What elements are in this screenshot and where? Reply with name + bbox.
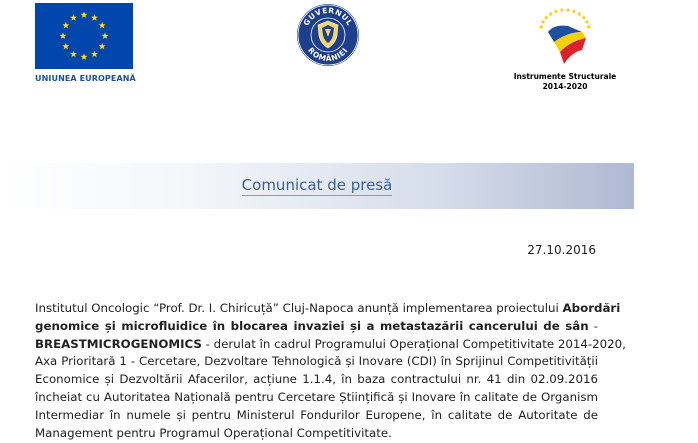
banner-title — [0, 176, 634, 196]
eu-flag-icon — [35, 3, 133, 69]
structural-instruments-star-icon — [541, 19, 546, 24]
structural-instruments-star-icon — [548, 11, 553, 16]
structural-instruments-star-icon — [572, 9, 577, 14]
body-text-segment: Economice și Dezvoltării Afacerilor, acțiune 1.1.4, în baza contractului nr. 41 din 02.09.2016 — [35, 372, 598, 387]
body-text-segment: Axa Prioritară 1 - Cercetare, Dezvoltare Tehnologică și Inovare (CDI) în Sprijinul Competitivității — [35, 354, 598, 369]
structural-instruments-logo-icon — [534, 2, 596, 72]
seal-text-top: GUVERNUL — [301, 5, 355, 28]
body-line — [35, 389, 598, 407]
structural-instruments-title: Instrumente Structurale — [513, 72, 617, 81]
eu-label: UNIUNEA EUROPEANĂ — [35, 74, 136, 83]
body-bold-text: Abordări — [562, 301, 621, 315]
structural-instruments-star-icon — [559, 8, 564, 13]
structural-instruments-star-icon — [566, 8, 571, 13]
structural-instruments-years: 2014-2020 — [542, 82, 588, 91]
release-date: 27.10.2016 — [527, 243, 596, 257]
body-text-segment: - derulat în cadrul Programului Operațional Competitivitate 2014-2020, — [201, 336, 626, 351]
structural-instruments-star-icon — [544, 15, 549, 20]
banner-title-text: Comunicat de presă — [241, 176, 393, 194]
body-bold-text: genomice și microfluidice în blocarea invaziei și a metastazării cancerului de sân — [35, 318, 589, 333]
structural-instruments-star-icon — [554, 9, 559, 14]
body-paragraph — [35, 300, 626, 442]
body-line — [35, 407, 598, 425]
structural-instruments-star-icon — [586, 24, 591, 29]
body-line — [35, 425, 598, 443]
body-text-segment: Management pentru Programul Operațional Competitivitate. — [35, 425, 392, 440]
body-text-segment: - — [588, 318, 598, 333]
government-logo-block — [295, 2, 361, 68]
government-seal-icon — [295, 2, 361, 68]
body-line — [35, 300, 621, 318]
body-text-segment: Intermediar în numele și pentru Ministerul Fondurilor Europene, în calitate de Autoritate de — [35, 407, 598, 422]
body-text-segment: Institutul Oncologic “Prof. Dr. I. Chiricuță” Cluj-Napoca anunță implementarea proiectului — [35, 301, 563, 315]
body-text-segment: încheiat cu Autoritatea Națională pentru Cercetare Științifică și Inovare în calitate de Organism — [35, 389, 598, 404]
body-line — [35, 336, 626, 354]
structural-instruments-star-icon — [539, 24, 544, 29]
body-line — [35, 353, 598, 371]
press-release-banner — [0, 163, 634, 209]
seal-text-bottom: ROMÂNIEI — [306, 45, 350, 64]
structural-instruments-star-icon — [581, 15, 586, 20]
structural-instruments-logo-block — [510, 2, 620, 92]
structural-instruments-star-icon — [577, 11, 582, 16]
body-line — [35, 371, 598, 389]
structural-instruments-star-icon — [585, 19, 590, 24]
eu-logo-block — [35, 3, 135, 83]
body-line — [35, 318, 598, 336]
body-bold-text: BREASTMICROGENOMICS — [35, 336, 202, 351]
